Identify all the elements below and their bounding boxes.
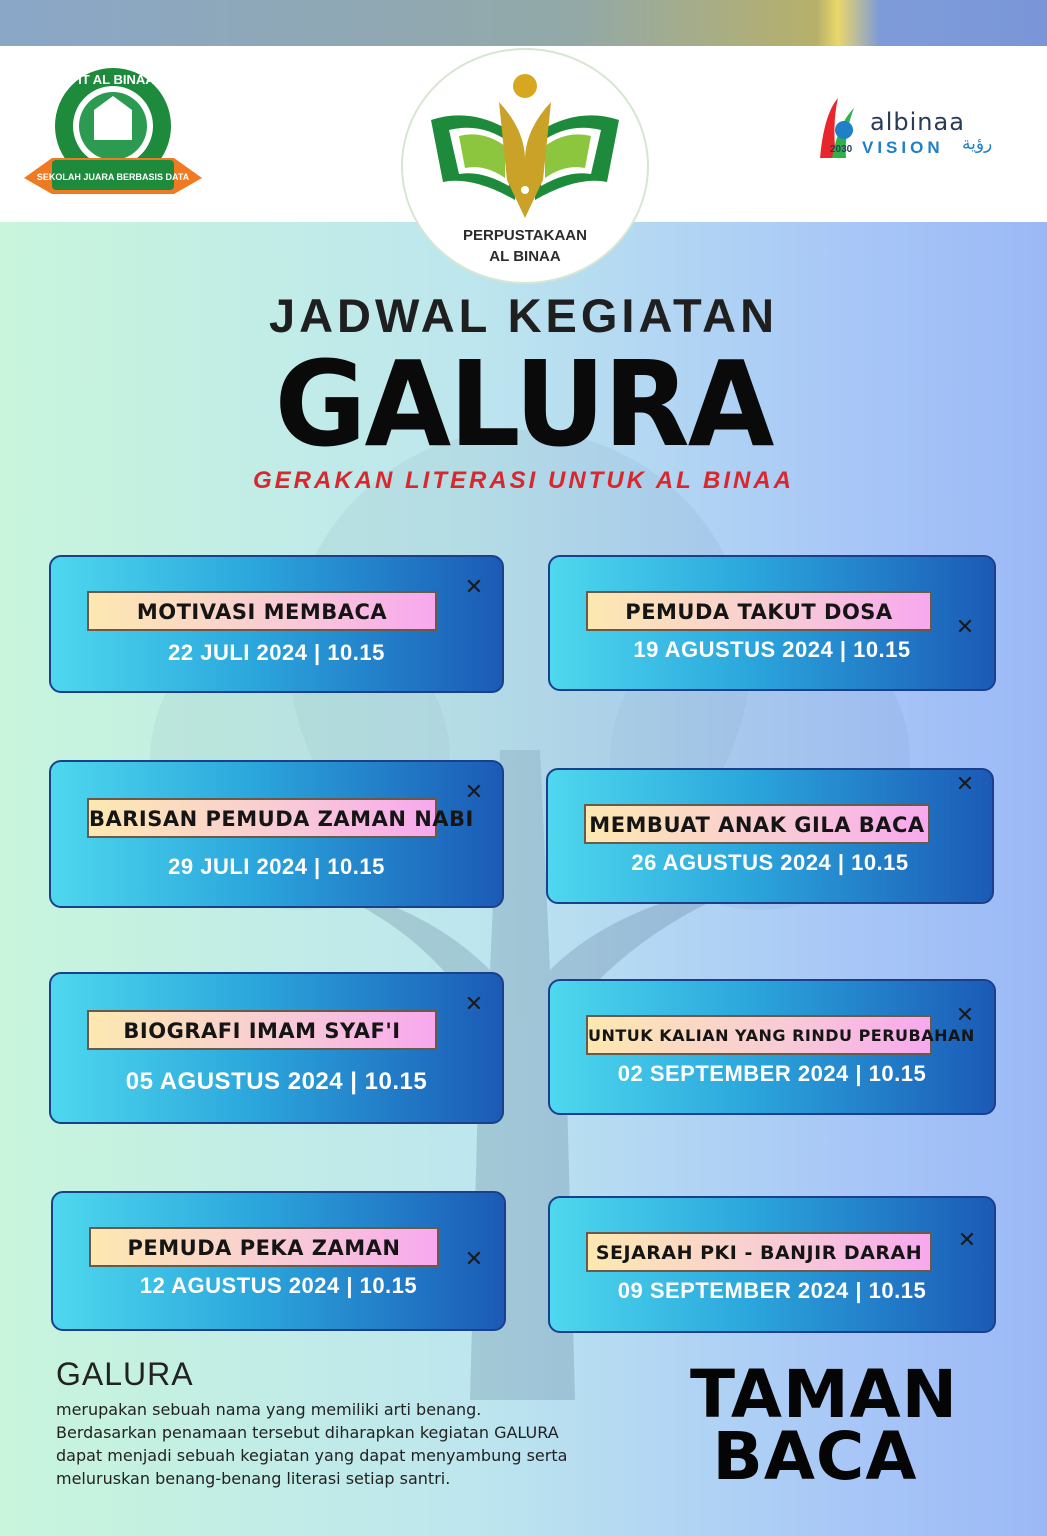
close-icon[interactable]: ✕ <box>464 575 484 600</box>
schedule-card-2 <box>548 555 996 691</box>
card-title: BIOGRAFI IMAM SYAF'I <box>87 1010 437 1050</box>
description-line: dapat menjadi sebuah kegiatan yang dapat menyambung serta <box>56 1446 568 1465</box>
card-title: MEMBUAT ANAK GILA BACA <box>584 804 930 844</box>
library-caption-line2: AL BINAA <box>489 248 561 265</box>
close-icon[interactable]: ✕ <box>955 772 975 797</box>
close-icon[interactable]: ✕ <box>464 992 484 1017</box>
description-line: meluruskan benang-benang literasi setiap santri. <box>56 1469 451 1488</box>
title-line1: JADWAL KEGIATAN <box>268 289 779 342</box>
schedule-card-7 <box>51 1191 506 1331</box>
close-icon[interactable]: ✕ <box>464 1247 484 1272</box>
footer-description <box>56 1398 636 1490</box>
card-title: SEJARAH PKI - BANJIR DARAH <box>586 1232 932 1272</box>
schedule-card-1 <box>49 555 504 693</box>
vision-text: VISION <box>862 138 944 157</box>
taman-line2: BACA <box>712 1418 918 1495</box>
footer-heading: GALURA <box>56 1356 194 1392</box>
card-title: UNTUK KALIAN YANG RINDU PERUBAHAN <box>586 1015 932 1055</box>
card-date: 26 AGUSTUS 2024 | 10.15 <box>631 850 909 875</box>
vision-arabic: رؤية <box>962 134 993 154</box>
card-title: PEMUDA PEKA ZAMAN <box>89 1227 439 1267</box>
taman-line1: TAMAN <box>690 1356 958 1433</box>
card-date: 05 AGUSTUS 2024 | 10.15 <box>125 1068 428 1095</box>
card-date: 22 JULI 2024 | 10.15 <box>168 640 385 665</box>
school-ring-text: SMP IT AL BINAA IBS <box>46 72 180 87</box>
card-date: 12 AGUSTUS 2024 | 10.15 <box>139 1273 418 1298</box>
card-date: 19 AGUSTUS 2024 | 10.15 <box>633 637 911 662</box>
albinaa-vision-logo <box>814 94 1014 164</box>
close-icon[interactable]: ✕ <box>957 1228 977 1253</box>
card-title: PEMUDA TAKUT DOSA <box>586 591 932 631</box>
title-galura: GALURA <box>274 336 773 474</box>
card-date: 29 JULI 2024 | 10.15 <box>168 854 385 879</box>
card-title: BARISAN PEMUDA ZAMAN NABI <box>87 798 437 838</box>
subtitle: GERAKAN LITERASI UNTUK AL BINAA <box>253 467 794 494</box>
schedule-card-6 <box>548 979 996 1115</box>
card-date: 02 SEPTEMBER 2024 | 10.15 <box>617 1061 927 1086</box>
close-icon[interactable]: ✕ <box>955 1003 975 1028</box>
schedule-card-8 <box>548 1196 996 1333</box>
schedule-card-5 <box>49 972 504 1124</box>
close-icon[interactable]: ✕ <box>955 615 975 640</box>
card-date: 09 SEPTEMBER 2024 | 10.15 <box>617 1278 927 1303</box>
book-pen-icon <box>403 50 647 220</box>
library-caption-line1: PERPUSTAKAAN <box>463 227 587 244</box>
close-icon[interactable]: ✕ <box>464 780 484 805</box>
schedule-card-4 <box>546 768 994 904</box>
school-ribbon-text: SEKOLAH JUARA BERBASIS DATA <box>36 172 190 182</box>
description-line: Berdasarkan penamaan tersebut diharapkan kegiatan GALURA <box>56 1423 559 1442</box>
card-title: MOTIVASI MEMBACA <box>87 591 437 631</box>
school-logo <box>22 66 204 202</box>
schedule-card-3 <box>49 760 504 908</box>
top-decorative-strip <box>0 0 1047 46</box>
vision-year: 2030 <box>830 144 853 155</box>
description-line: merupakan sebuah nama yang memiliki arti benang. <box>56 1400 482 1419</box>
library-logo <box>401 48 649 284</box>
taman-baca-title <box>690 1356 958 1495</box>
vision-word: albinaa <box>870 108 965 136</box>
